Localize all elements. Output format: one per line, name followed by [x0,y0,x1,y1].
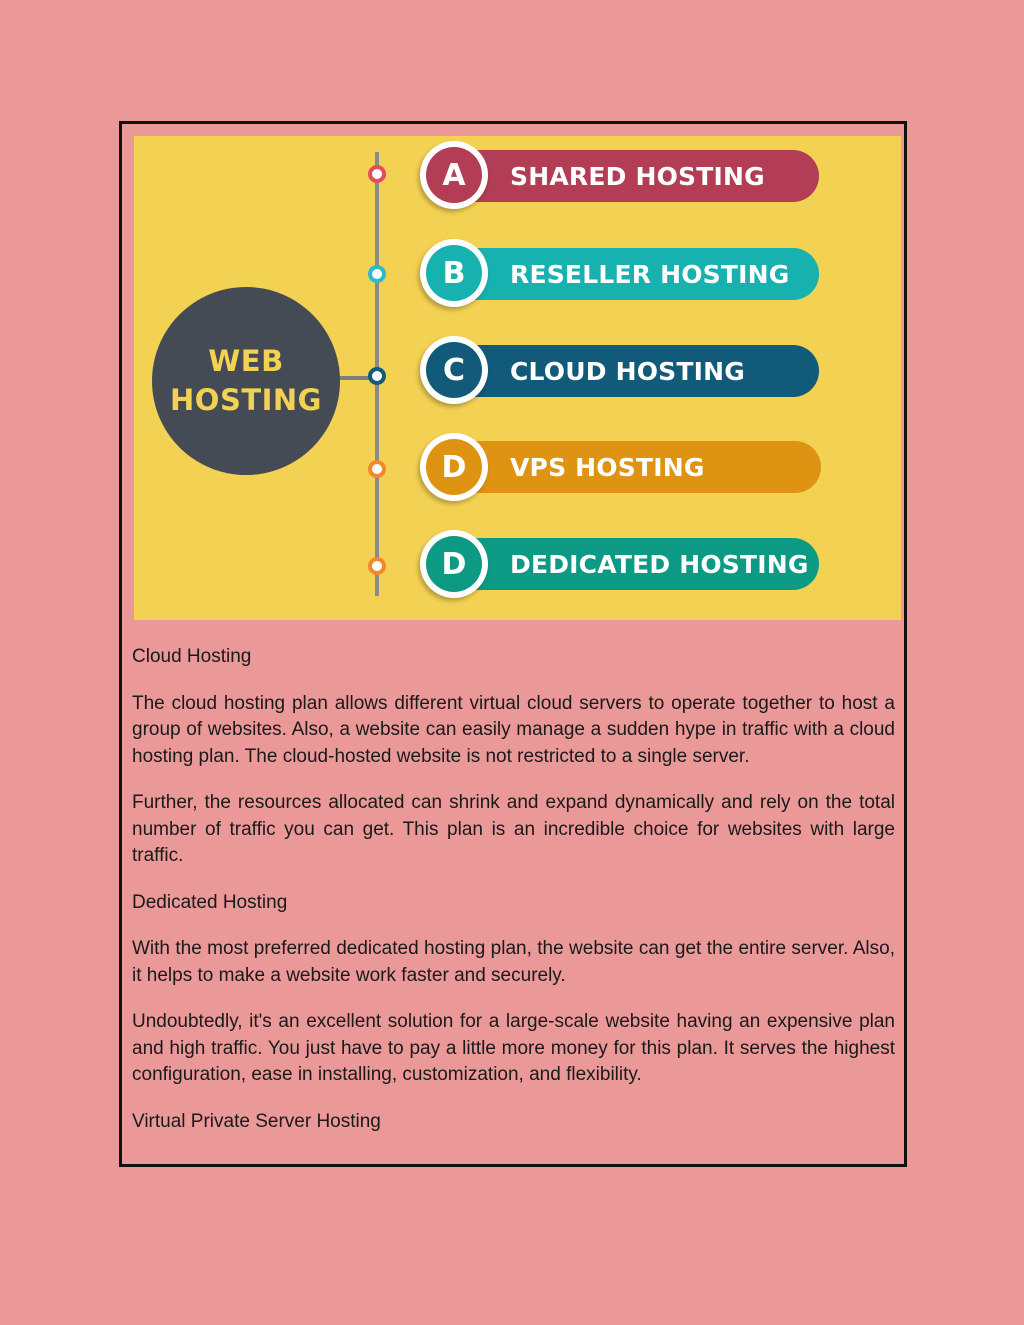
hosting-type-label: CLOUD HOSTING [510,356,745,386]
content-frame [119,121,907,1167]
letter-badge-inner: C [426,342,482,398]
paragraph: With the most preferred dedicated hosting plan, the website can get the entire server. Also, it helps to make a website work faster and securely. [132,938,895,986]
paragraph: Further, the resources allocated can shrink and expand dynamically and rely on the total number of traffic you can get. This plan is an incredible choice for websites with large traffic. [132,792,895,866]
web-hosting-infographic [134,136,901,620]
section-heading-dedicated: Dedicated Hosting [132,891,288,913]
paragraph: Undoubtedly, it's an excellent solution for a large-scale website having an expensive plan and high traffic. You just have to pay a little more money for this plan. It serves the highest configuration, ease in installing, customization, and flexibility. [132,1011,895,1085]
letter-badge-inner: B [426,245,482,301]
letter-badge [420,336,488,404]
timeline-node [368,367,386,385]
section-heading-cloud: Cloud Hosting [132,646,252,667]
timeline-node [368,265,386,283]
letter-badge-inner: A [426,147,482,203]
hosting-type-label: SHARED HOSTING [510,161,765,191]
timeline-node [368,165,386,183]
paragraph: The cloud hosting plan allows different virtual cloud servers to operate together to host a group of websites. Also, a website can easily manage a sudden hype in traffic with a cloud hosting plan. The cloud-hosted website is not restricted to a single server. [132,692,895,767]
hub-title-line1: WEB [208,344,284,378]
timeline-node [368,557,386,575]
article-body [132,644,895,1155]
letter-badge [420,239,488,307]
timeline-node [368,460,386,478]
hub-title-line2: HOSTING [170,383,322,417]
web-hosting-hub [152,287,340,475]
letter-badge [420,141,488,209]
letter-badge [420,433,488,501]
letter-badge-inner: D [426,439,482,495]
letter-badge [420,530,488,598]
hosting-type-label: RESELLER HOSTING [510,259,790,289]
letter-badge-inner: D [426,536,482,592]
hosting-type-label: VPS HOSTING [510,452,705,482]
section-heading-vps: Virtual Private Server Hosting [132,1110,381,1132]
hosting-type-label: DEDICATED HOSTING [510,549,809,579]
hub-connector [339,376,369,380]
